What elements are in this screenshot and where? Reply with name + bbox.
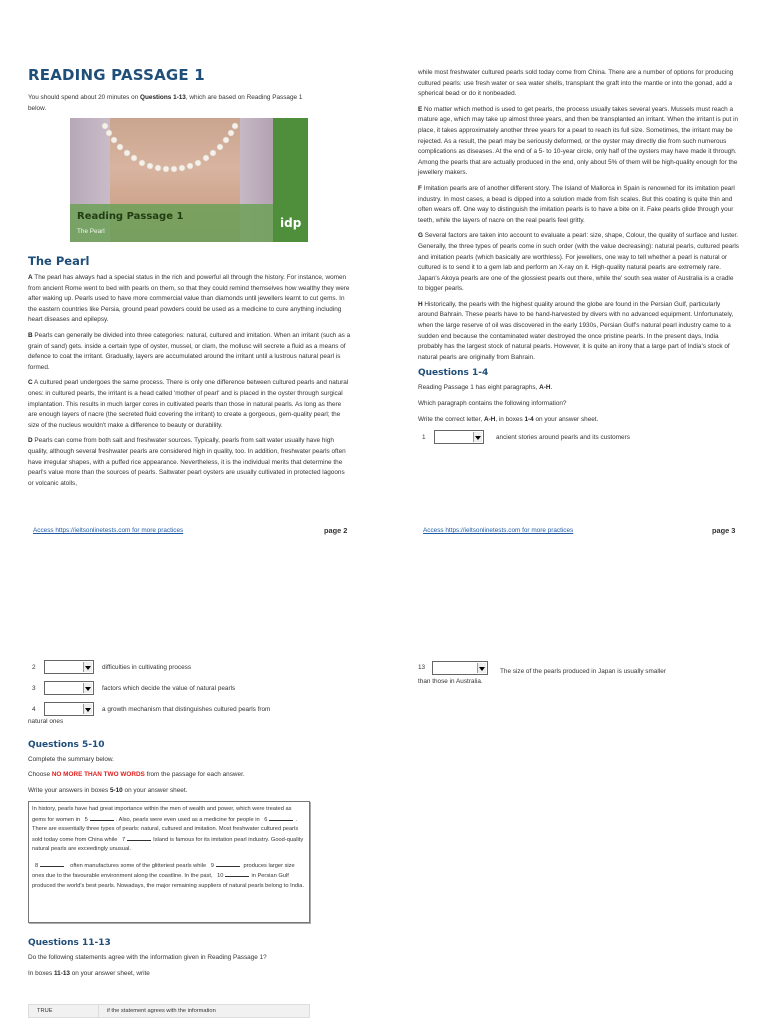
questions-1-4-heading: Questions 1-4 <box>418 368 489 379</box>
q1-4-instruction-1: Reading Passage 1 has eight paragraphs, A-H. <box>418 384 553 392</box>
legend-key: TRUE <box>29 1005 99 1018</box>
page-number-2: page 2 <box>324 526 348 535</box>
questions-5-10-heading: Questions 5-10 <box>28 739 105 750</box>
question-3: 3 factors which decide the value of natural pearls <box>28 681 328 695</box>
passage-subtitle: The Pearl <box>28 254 90 268</box>
hero-band <box>70 204 273 242</box>
paragraph-e: E No matter which method is used to get pearls, the process usually takes several years. Mussels must reach a mature age, which may take up almost three years, and then be transplanted an irritant. When the irritant is put in place, it takes approximately another three years for a pearl to reach its full size. Sometimes, the irritant may be rejected. As a result, the pearl may be seriously deformed, or the oyster may directly die from such numerous complications as diseases. At the end of a 5- to 10-year circle, only half of the oysters may have made it through. Among the pearls that are actually produced in the end, only about 5% of them will be high-quality enough for the jewellery makers. <box>418 105 739 177</box>
answer-blank-7[interactable] <box>127 835 151 841</box>
answer-blank-5[interactable] <box>90 815 114 821</box>
q5-10-instruction-3: Write your answers in boxes 5-10 on your answer sheet. <box>28 786 188 794</box>
chevron-down-icon <box>473 432 482 442</box>
table-row <box>29 1005 310 1018</box>
hero-title: Reading Passage 1 <box>77 211 184 222</box>
q5-10-instruction-2: Choose NO MORE THAN TWO WORDS from the passage for each answer. <box>28 771 245 779</box>
answer-select-13[interactable] <box>432 661 488 675</box>
page-2 <box>28 66 320 119</box>
chevron-down-icon <box>83 683 92 693</box>
q1-4-instruction-3: Write the correct letter, A-H, in boxes 1-4 on your answer sheet. <box>418 415 599 423</box>
q11-13-instruction-1: Do the following statements agree with the information given in Reading Passage 1? <box>28 954 267 961</box>
answer-select-4[interactable] <box>44 702 94 716</box>
paragraph-d-cont: while most freshwater cultured pearls sold today come from China. There are a number of options for producing cultured pearls: use fresh water or sea water shells, transplant the graft into the mantle or into the gonad, add a spherical bead or do it nonbeaded. <box>418 69 734 98</box>
question-number: 1 <box>422 433 426 441</box>
page-4-body <box>28 660 328 801</box>
page-title: READING PASSAGE 1 <box>28 66 205 84</box>
paragraph-d: D Pearls can come from both salt and freshwater sources. Typically, pearls from salt water usually have high quality, although several freshwater pearls are considered high in quality, too. In addition, freshwater pearls often have irregular shapes, with a puffed rice appearance. Nevertheless, it is the individual merits that determine the pearl's value more than the sources of pearls. Saltwater pearl oysters are usually cultivated in protected lagoons or volcanic atolls, <box>28 437 346 487</box>
answer-blank-8[interactable] <box>40 861 64 867</box>
question-4-cont: natural ones <box>28 718 64 725</box>
questions-11-13-heading: Questions 11-13 <box>28 938 111 948</box>
question-1 <box>418 430 740 444</box>
paragraph-h: H Historically, the pearls with the highest quality around the globe are found in the Persian Gulf, particularly around Bahrain. These pearls have to be hand-harvested by divers with no advanced equipment. Unfortunately, when the large reserve of oil was discovered in the early 1930s, Persian Gulf's natural pearl industry came to a sudden end because the contaminated water destroyed the once pristine pearls. In the present days, India probably has the largest stock of natural pearls. However, it is quite an irony that a large part of India's stock of natural pearls are originally from Bahrain. <box>418 300 734 361</box>
question-2: 2 difficulties in cultivating process <box>28 660 328 674</box>
hero-caption: The Pearl <box>77 228 105 235</box>
answer-blank-6[interactable] <box>269 815 293 821</box>
answer-blank-10[interactable] <box>225 871 249 877</box>
q5-10-instruction-1: Complete the summary below. <box>28 755 114 763</box>
page-5-body <box>418 660 738 693</box>
q11-13-instruction-2: In boxes 11-13 on your answer sheet, write <box>28 969 150 977</box>
paragraph-g: G Several factors are taken into account to evaluate a pearl: size, shape, Colour, the quality of surface and luster. Generally, the three types of pearls come in such order (with the value decreasing): natural pearls, cultured pearls and imitation pearls (which basically are worthless). For jewellers, one way to tell whether a pearl is natural or cultured is to send it to a gem lab and perform an X-ray on it. High-quality natural pearls are extremely rare. Japan's Akoya pearls are one of the glossiest pearls out there, while the' south sea water of Australia is a cradle to bigger pearls. <box>418 232 739 293</box>
answer-blank-9[interactable] <box>216 861 240 867</box>
q1-4-instruction-2: Which paragraph contains the following information? <box>418 400 567 408</box>
page-number-3: page 3 <box>712 526 736 535</box>
chevron-down-icon <box>477 663 486 673</box>
question-4: 4 a growth mechanism that distinguishes cultured pearls from <box>28 702 328 716</box>
answer-select-3[interactable] <box>44 681 94 695</box>
intro-text: You should spend about 20 minutes on Questions 1-13, which are based on Reading Passage 1 below. <box>28 94 303 112</box>
idp-logo: idp <box>280 216 302 230</box>
question-13-cont: than those in Australia. <box>418 678 483 685</box>
answer-key-table <box>28 1004 310 1018</box>
paragraph-a: A The pearl has always had a special status in the rich and powerful all through the history. For instance, women from ancient Rome went to bed with pearls on them, so that they could remind themselves how wealthy they were after waking up. Pearls used to have more commercial value than diamonds until jewellers learnt to cut gems. In the eastern countries like Persia, ground pearl powders could be used as a medicine to cure anything including heart diseases and epilepsy. <box>28 274 350 324</box>
paragraph-f: F Imitation pearls are of another different story. The Island of Mallorca in Spain is renowned for its imitation pearl industry. In most cases, a bead is dipped into a solution made from fish scales. But this coating is quite thin and often wears off. One way to distinguish the imitation pearls is to have a bite on it. Fake pearls glide through your teeth, while the layers of nacre on the real pearls feel gritty. <box>418 184 735 224</box>
answer-select-1[interactable] <box>434 430 484 444</box>
summary-text: In history, pearls have had great importance within the men of wealth and power, which were treated as gems for women in 5 . Also, pearls were even used as a medicine for people in 6 . There are essentially three types of pearls: natural, cultured and imitation. Most freshwater cultured pearls sold today come from China while 7 Island is famous for its imitation pearl industry. Good-quality natural pearls are exceedingly unusual. <box>32 806 304 852</box>
chevron-down-icon <box>83 662 92 672</box>
page-2-body <box>28 248 352 494</box>
footer-link-page-3[interactable]: Access https://ieltsonlinetests.com for more practices <box>423 527 574 534</box>
question-13: 13 The size of the pearls produced in Japan is usually smaller <box>418 660 738 675</box>
question-text: ancient stories around pearls and its customers <box>496 433 630 441</box>
paragraph-b: B Pearls can generally be divided into three categories: natural, cultured and imitation. When an irritant (such as a grain of sand) gets. inside a certain type of oyster, mussel, or clam, the mollusc will secrete a fluid as a means of defence to coat the irritant. Gradually, layers are accumulated around the irritant until a lustrous natural pearl is formed. <box>28 331 351 371</box>
hero-image <box>70 118 308 242</box>
paragraph-c: C A cultured pearl undergoes the same process. There is only one difference between cultured pearls and natural ones: in cultured pearls, the irritant is a head called 'mother of pearl' and is placed in the oyster through surgical implantation. This results in much larger cores in cultivated pearls than those in natural pearls. As long as there are enough layers of nacre (the secreted fluid covering the irritant) to create a gorgeous, gem-quality pearl; the size of the nucleus wouldn't make a difference to beauty or durability. <box>28 379 349 429</box>
page-3-body <box>418 68 740 444</box>
footer-link-page-2[interactable]: Access https://ieltsonlinetests.com for more practices <box>33 527 184 534</box>
answer-select-2[interactable] <box>44 660 94 674</box>
summary-text-2: 8 often manufactures some of the glitteriest pearls while 9 produces larger size ones due to the favourable environment along the coastline. In the past, 10 in Persian Gulf produced the world's best pearls. Nowadays, the major remaining suppliers of natural pearls belong to India. <box>32 862 305 889</box>
summary-box <box>28 801 310 923</box>
pearl-necklace-icon <box>90 118 250 198</box>
chevron-down-icon <box>83 704 92 714</box>
questions-11-13 <box>28 934 318 984</box>
legend-value: if the statement agrees with the information <box>99 1005 310 1018</box>
